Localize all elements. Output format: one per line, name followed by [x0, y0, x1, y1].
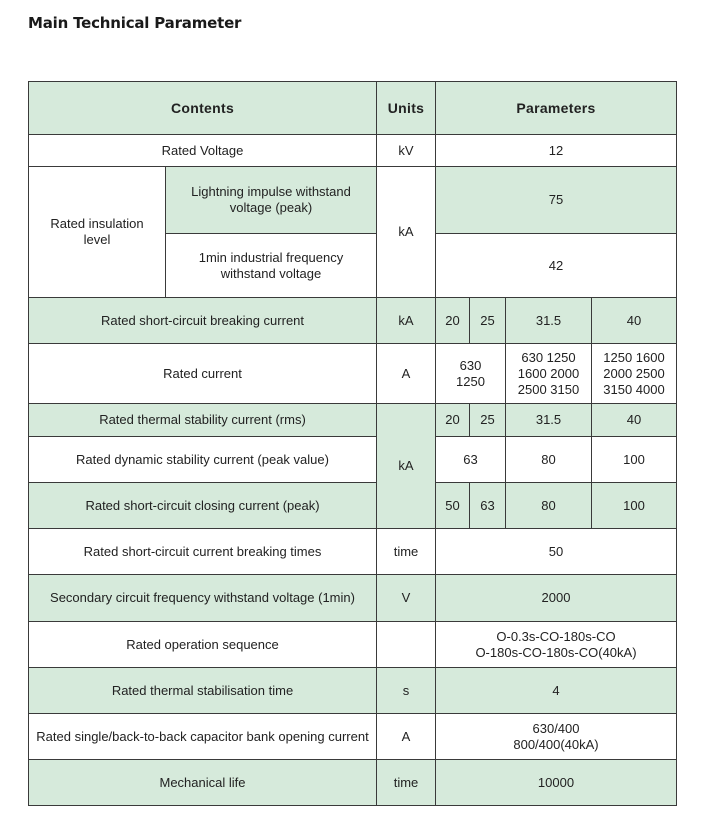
row-value: 2000	[436, 575, 677, 622]
row-value: 63	[436, 437, 506, 483]
row-value	[436, 714, 677, 760]
table-row	[29, 483, 677, 529]
table-row	[29, 529, 677, 575]
header-parameters: Parameters	[436, 82, 677, 135]
row-unit: A	[377, 344, 436, 404]
value-line: 1250	[456, 373, 485, 389]
row-unit: kA	[377, 167, 436, 298]
row-value: 100	[592, 437, 677, 483]
row-value	[436, 622, 677, 668]
table-row	[29, 714, 677, 760]
row-label: Rated thermal stability current (rms)	[29, 404, 377, 437]
table-row	[29, 298, 677, 344]
value-line: 1250 1600	[603, 349, 665, 365]
row-value: 80	[506, 437, 592, 483]
row-label: Rated operation sequence	[29, 622, 377, 668]
value-line: 630	[459, 357, 482, 373]
row-label: Rated Voltage	[29, 135, 377, 167]
row-label: Mechanical life	[29, 760, 377, 806]
row-label: Rated dynamic stability current (peak value)	[29, 437, 377, 483]
value-line: 3150 4000	[603, 381, 665, 397]
table-row	[29, 622, 677, 668]
header-row	[29, 82, 677, 135]
header-units: Units	[377, 82, 436, 135]
value-line: O-0.3s-CO-180s-CO	[496, 628, 616, 644]
row-value: 20	[436, 404, 470, 437]
row-unit: time	[377, 529, 436, 575]
row-label	[166, 167, 377, 234]
row-value: 31.5	[506, 404, 592, 437]
row-value: 80	[506, 483, 592, 529]
row-value: 75	[436, 167, 677, 234]
row-value: 4	[436, 668, 677, 714]
row-label	[29, 714, 377, 760]
header-contents: Contents	[29, 82, 377, 135]
row-value: 40	[592, 404, 677, 437]
insulation-group-text: Rated insulation level	[50, 216, 144, 247]
row-unit: s	[377, 668, 436, 714]
table-row	[29, 437, 677, 483]
technical-parameter-table	[28, 81, 677, 806]
secondary-voltage-label: Secondary circuit frequency withstand voltage (1min)	[50, 590, 355, 605]
row-value: 25	[470, 298, 506, 344]
row-unit: kV	[377, 135, 436, 167]
value-line: 2500 3150	[517, 381, 580, 397]
value-line: 800/400(40kA)	[513, 736, 599, 752]
table-row	[29, 668, 677, 714]
row-unit: A	[377, 714, 436, 760]
row-label: Rated short-circuit breaking current	[29, 298, 377, 344]
page-title: Main Technical Parameter	[28, 14, 242, 32]
insulation-group-label	[29, 167, 166, 298]
row-unit: kA	[377, 298, 436, 344]
row-value: 63	[470, 483, 506, 529]
table-row	[29, 344, 677, 404]
lightning-label: Lightning impulse withstand voltage (peak)	[191, 184, 351, 215]
table-row	[29, 760, 677, 806]
row-label	[29, 575, 377, 622]
value-line: 1600 2000	[517, 365, 580, 381]
row-unit: time	[377, 760, 436, 806]
row-value: 10000	[436, 760, 677, 806]
row-unit	[377, 622, 436, 668]
table-row	[29, 167, 677, 234]
table-row	[29, 575, 677, 622]
table-row	[29, 135, 677, 167]
row-value: 50	[436, 529, 677, 575]
row-label: Rated current	[29, 344, 377, 404]
row-value: 12	[436, 135, 677, 167]
row-value: 31.5	[506, 298, 592, 344]
row-value	[506, 344, 592, 404]
value-line: 2000 2500	[603, 365, 665, 381]
capacitor-bank-label: Rated single/back-to-back capacitor bank opening current	[36, 728, 369, 744]
row-unit: kA	[377, 404, 436, 529]
row-unit: V	[377, 575, 436, 622]
row-label: Rated thermal stabilisation time	[29, 668, 377, 714]
row-label: Rated short-circuit closing current (peak)	[29, 483, 377, 529]
row-label	[166, 234, 377, 298]
row-value: 25	[470, 404, 506, 437]
industrial-label: 1min industrial frequency withstand voltage	[198, 249, 344, 281]
value-line: 630/400	[532, 720, 580, 736]
value-line: O-180s-CO-180s-CO(40kA)	[475, 644, 637, 660]
row-value: 40	[592, 298, 677, 344]
row-label: Rated short-circuit current breaking times	[29, 529, 377, 575]
row-value: 50	[436, 483, 470, 529]
row-value: 42	[436, 234, 677, 298]
table-row	[29, 404, 677, 437]
row-value: 100	[592, 483, 677, 529]
value-line: 630 1250	[521, 349, 576, 365]
row-value	[436, 344, 506, 404]
row-value: 20	[436, 298, 470, 344]
row-value	[592, 344, 677, 404]
